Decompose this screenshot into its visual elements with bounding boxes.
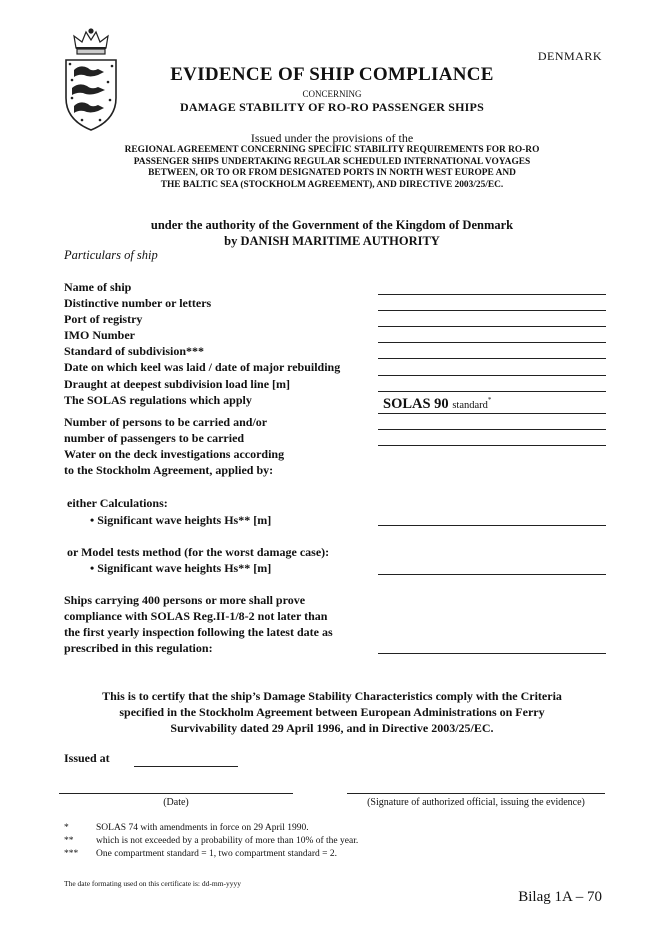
footnote-mark: ***: [64, 849, 79, 859]
compliance-400-line1: Ships carrying 400 persons or more shall prove: [64, 593, 306, 607]
page-label: Bilag 1A – 70: [518, 889, 602, 905]
persons-field-2[interactable]: [378, 445, 606, 446]
agreement-line: PASSENGER SHIPS UNDERTAKING REGULAR SCHEDULED INTERNATIONAL VOYAGES: [133, 156, 531, 167]
solas-regulations-field[interactable]: [378, 413, 606, 414]
agreement-line: THE BALTIC SEA (STOCKHOLM AGREEMENT), AND DIRECTIVE 2003/25/EC.: [160, 179, 504, 190]
footnote-text: One compartment standard = 1, two compartment standard = 2.: [96, 849, 338, 859]
model-wave-height-label: Significant wave heights Hs** [m]: [97, 561, 272, 575]
water-on-deck-label-line1: Water on the deck investigations according: [64, 447, 285, 461]
bullet-icon: •: [90, 561, 95, 575]
authority-line: under the authority of the Government of the Kingdom of Denmark: [150, 218, 514, 232]
issued-at-field[interactable]: [134, 766, 238, 767]
solas-value: [383, 396, 491, 413]
persons-field-1[interactable]: [378, 429, 606, 430]
imo-number-field[interactable]: [378, 342, 606, 343]
persons-label-line2: number of passengers to be carried: [64, 431, 245, 445]
calc-wave-height-label: Significant wave heights Hs** [m]: [97, 513, 272, 527]
footnote-text: which is not exceeded by a probability of more than 10% of the year.: [96, 836, 359, 846]
agreement-text: [60, 145, 604, 191]
document-title: EVIDENCE OF SHIP COMPLIANCE: [170, 64, 494, 85]
footnote-mark: *: [64, 823, 69, 833]
concerning-label: CONCERNING: [302, 89, 362, 99]
distinctive-number-field[interactable]: [378, 310, 606, 311]
authority-line: by DANISH MARITIME AUTHORITY: [224, 233, 440, 248]
compliance-400-line4: prescribed in this regulation:: [64, 641, 213, 655]
model-wave-height-item: [90, 561, 271, 576]
persons-label-line1: Number of persons to be carried and/or: [64, 415, 268, 429]
standard-of-subdivision-field[interactable]: [378, 358, 606, 359]
agreement-line: REGIONAL AGREEMENT CONCERNING SPECIFIC STABILITY REQUIREMENTS FOR RO-RO: [124, 145, 540, 155]
particulars-heading: Particulars of ship: [64, 248, 158, 262]
solas-value-suffix: standard: [452, 400, 488, 411]
certification-statement: [40, 688, 624, 736]
calculations-label: either Calculations:: [67, 496, 168, 510]
compliance-400-date-field[interactable]: [378, 653, 606, 654]
agreement-line: BETWEEN, OR TO OR FROM DESIGNATED PORTS IN NORTH WEST EUROPE AND: [148, 168, 516, 178]
compliance-400-line3: the first yearly inspection following the latest date as: [64, 625, 333, 639]
certification-line: This is to certify that the ship’s Damage Stability Characteristics comply with the Criteria: [102, 689, 562, 703]
calc-wave-height-field[interactable]: [378, 525, 606, 526]
draught-field[interactable]: [378, 391, 606, 392]
signature-field[interactable]: [347, 793, 605, 794]
solas-value-main: SOLAS 90: [383, 396, 449, 412]
date-format-note: The date formating used on this certificate is: dd-mm-yyyy: [64, 879, 242, 888]
name-of-ship-label: Name of ship: [64, 280, 132, 294]
solas-footnote-mark: *: [487, 396, 492, 405]
date-caption: (Date): [163, 797, 189, 808]
standard-of-subdivision-label: Standard of subdivision***: [64, 344, 205, 358]
water-on-deck-label-line2: to the Stockholm Agreement, applied by:: [64, 463, 274, 477]
calc-wave-height-item: [90, 513, 271, 528]
port-of-registry-field[interactable]: [378, 326, 606, 327]
imo-number-label: IMO Number: [64, 328, 135, 342]
draught-label: Draught at deepest subdivision load line [m]: [64, 377, 291, 391]
issued-at-label: Issued at: [64, 751, 110, 765]
keel-date-field[interactable]: [378, 375, 606, 376]
name-of-ship-field[interactable]: [378, 294, 606, 295]
certification-line: Survivability dated 29 April 1996, and in Directive 2003/25/EC.: [170, 721, 494, 735]
bullet-icon: •: [90, 513, 95, 527]
model-tests-label: or Model tests method (for the worst damage case):: [67, 545, 330, 559]
issued-under-intro: Issued under the provisions of the: [250, 131, 414, 145]
model-wave-height-field[interactable]: [378, 574, 606, 575]
date-field[interactable]: [59, 793, 293, 794]
signature-caption: (Signature of authorized official, issuing the evidence): [367, 797, 585, 808]
keel-date-label: Date on which keel was laid / date of major rebuilding: [64, 360, 341, 374]
port-of-registry-label: Port of registry: [64, 312, 143, 326]
solas-regulations-label: The SOLAS regulations which apply: [64, 393, 252, 407]
compliance-400-line2: compliance with SOLAS Reg.II-1/8-2 not later than: [64, 609, 328, 623]
footnote-mark: **: [64, 836, 74, 846]
country-label: DENMARK: [537, 49, 602, 63]
distinctive-number-label: Distinctive number or letters: [64, 296, 212, 310]
certification-line: specified in the Stockholm Agreement between European Administrations on Ferry: [119, 705, 545, 719]
footnote-text: SOLAS 74 with amendments in force on 29 April 1990.: [96, 823, 309, 833]
authority-statement: [0, 218, 664, 249]
document-subtitle: DAMAGE STABILITY OF RO-RO PASSENGER SHIPS: [180, 100, 484, 114]
